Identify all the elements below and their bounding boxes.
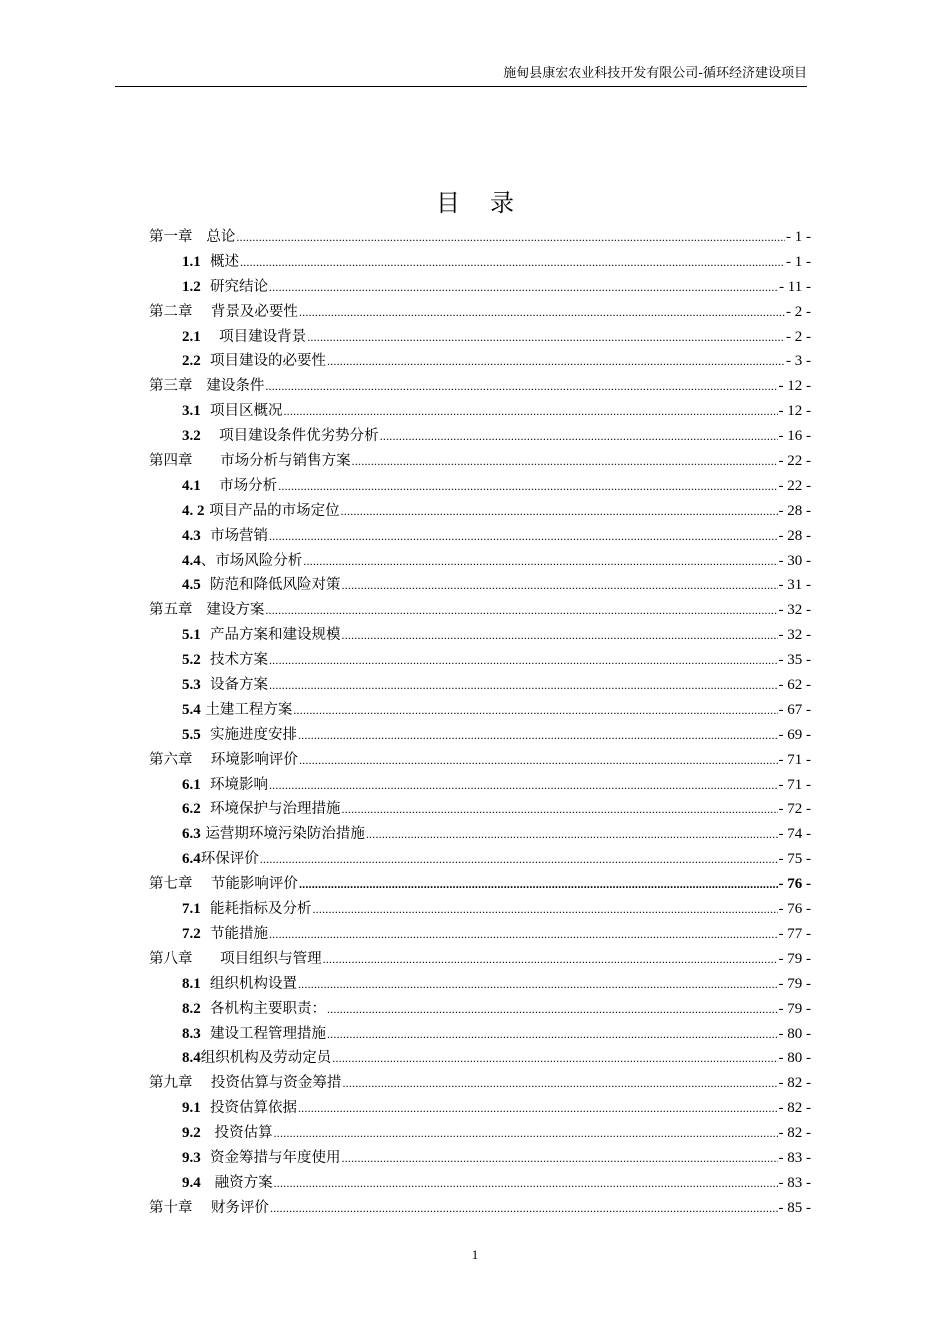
toc-section-entry[interactable] — [149, 549, 811, 574]
toc-section-entry[interactable] — [149, 797, 811, 822]
dot-leader — [298, 723, 778, 748]
toc-entry-label: 防范和降低风险对策 — [200, 577, 341, 594]
toc-section-entry[interactable] — [149, 399, 811, 424]
toc-entry-number: 5.1 — [182, 627, 201, 644]
toc-entry-number: 1.1 — [182, 253, 201, 270]
toc-chapter-entry[interactable] — [149, 947, 811, 972]
dot-leader — [341, 573, 777, 598]
toc-section-entry[interactable] — [149, 822, 811, 847]
dot-leader — [269, 922, 778, 947]
toc-section-entry[interactable] — [149, 723, 811, 748]
toc-entry-page: - 71 - — [778, 751, 811, 768]
dot-leader — [265, 374, 777, 399]
toc-entry-page: - 71 - — [778, 776, 811, 793]
toc-section-entry[interactable] — [149, 897, 811, 922]
toc-entry-label: 、市场风险分析 — [200, 552, 303, 569]
toc-entry-page: - 74 - — [778, 826, 811, 843]
toc-entry-label: 市场营销 — [200, 527, 268, 544]
dot-leader — [312, 897, 777, 922]
toc-entry-number: 9.4 — [182, 1174, 201, 1191]
toc-entry-label: 资金筹措与年度使用 — [200, 1149, 341, 1166]
toc-section-entry[interactable] — [149, 275, 811, 300]
toc-section-entry[interactable] — [149, 1171, 811, 1196]
toc-entry-label: 第十章 财务评价 — [149, 1199, 269, 1216]
toc-entry-label: 组织机构设置 — [200, 975, 297, 992]
toc-title: 目录 — [436, 189, 544, 217]
dot-leader — [265, 598, 777, 623]
toc-entry-page: - 80 - — [778, 1025, 811, 1042]
toc-section-entry[interactable] — [149, 997, 811, 1022]
toc-entry-page: - 76 - — [778, 876, 811, 893]
toc-entry-page: - 12 - — [778, 403, 811, 420]
toc-entry-label: 实施进度安排 — [200, 726, 297, 743]
toc-entry-number: 8.1 — [182, 975, 201, 992]
toc-entry-number: 1.2 — [182, 278, 201, 295]
toc-entry-label: 研究结论 — [200, 278, 268, 295]
toc-section-entry[interactable] — [149, 648, 811, 673]
dot-leader — [352, 449, 778, 474]
dot-leader — [236, 225, 785, 250]
toc-entry-page: - 77 - — [778, 925, 811, 942]
toc-entry-number: 5.3 — [182, 677, 201, 694]
toc-entry-label: 第二章 背景及必要性 — [149, 303, 298, 320]
dot-leader — [269, 773, 778, 798]
toc-entry-label: 环境影响 — [200, 776, 268, 793]
toc-section-entry[interactable] — [149, 499, 811, 524]
dot-leader — [327, 997, 778, 1022]
toc-entry-page: - 16 - — [778, 428, 811, 445]
toc-chapter-entry[interactable] — [149, 300, 811, 325]
toc-entry-label: 项目产品的市场定位 — [204, 502, 340, 519]
toc-entry-page: - 62 - — [778, 677, 811, 694]
toc-section-entry[interactable] — [149, 325, 811, 350]
toc-entry-label: 土建工程方案 — [200, 701, 293, 718]
toc-entry-label: 设备方案 — [200, 677, 268, 694]
toc-entry-page: - 79 - — [778, 950, 811, 967]
dot-leader — [299, 748, 778, 773]
toc-entry-label: 项目区概况 — [200, 403, 283, 420]
toc-entry-number: 2.1 — [182, 328, 201, 345]
toc-entry-page: - 1 - — [786, 229, 811, 245]
toc-section-entry[interactable] — [149, 1146, 811, 1171]
toc-entry-label: 产品方案和建设规模 — [200, 627, 341, 644]
dot-leader — [269, 524, 778, 549]
toc-entry-number: 6.1 — [182, 776, 201, 793]
toc-chapter-entry[interactable] — [149, 872, 811, 897]
toc-entry-page: - 32 - — [778, 627, 811, 644]
toc-entry-label: 第四章 市场分析与销售方案 — [149, 453, 351, 470]
dot-leader — [270, 1196, 778, 1221]
toc-entry-page: - 69 - — [778, 726, 811, 743]
toc-entry-label: 环境保护与治理措施 — [200, 801, 341, 818]
toc-entry-page: - 2 - — [786, 303, 811, 320]
toc-entry-label: 环保评价 — [200, 851, 259, 868]
dot-leader — [332, 1046, 777, 1071]
toc-chapter-entry[interactable] — [149, 1071, 811, 1096]
toc-section-entry[interactable] — [149, 673, 811, 698]
page-number: 1 — [471, 1247, 479, 1262]
toc-entry-number: 7.2 — [182, 925, 201, 942]
toc-entry-number: 4. 2 — [182, 502, 205, 519]
toc-entry-number: 4.5 — [182, 577, 201, 594]
toc-chapter-entry[interactable] — [149, 374, 811, 399]
toc-section-entry[interactable] — [149, 922, 811, 947]
dot-leader — [274, 1121, 778, 1146]
toc-entry-page: - 30 - — [778, 552, 811, 569]
dot-leader — [341, 1146, 777, 1171]
dot-leader — [240, 250, 785, 275]
toc-entry-page: - 82 - — [778, 1100, 811, 1117]
dot-leader — [303, 549, 777, 574]
toc-entry-page: - 2 - — [786, 328, 811, 345]
toc-section-entry[interactable] — [149, 623, 811, 648]
toc-entry-page: - 82 - — [778, 1075, 811, 1092]
toc-section-entry[interactable] — [149, 349, 811, 374]
toc-section-entry[interactable] — [149, 698, 811, 723]
toc-entry-page: - 72 - — [778, 801, 811, 818]
page-header: 施甸县康宏农业科技开发有限公司-循环经济建设项目 — [115, 62, 807, 87]
dot-leader — [274, 1171, 778, 1196]
dot-leader — [283, 399, 777, 424]
toc-chapter-entry[interactable] — [149, 748, 811, 773]
toc-entry-number: 2.2 — [182, 353, 201, 370]
toc-entry-number: 9.3 — [182, 1149, 201, 1166]
toc-entry-label: 节能措施 — [200, 925, 268, 942]
dot-leader — [341, 797, 777, 822]
toc-entry-label: 组织机构及劳动定员 — [200, 1050, 332, 1067]
dot-leader — [269, 648, 778, 673]
toc-entry-label: 第九章 投资估算与资金筹措 — [149, 1075, 342, 1092]
toc-entry-page: - 67 - — [778, 701, 811, 718]
toc-entry-page: - 35 - — [778, 652, 811, 669]
toc-entry-page: - 31 - — [778, 577, 811, 594]
toc-entry-number: 3.2 — [182, 428, 201, 445]
toc-entry-number: 5.2 — [182, 652, 201, 669]
dot-leader — [323, 947, 778, 972]
toc-entry-number: 6.2 — [182, 801, 201, 818]
dot-leader — [327, 1022, 778, 1047]
toc-section-entry[interactable] — [149, 773, 811, 798]
toc-section-entry[interactable] — [149, 424, 811, 449]
toc-entry-page: - 80 - — [778, 1050, 811, 1067]
toc-entry-label: 项目建设的必要性 — [200, 353, 326, 370]
toc-entry-page: - 82 - — [778, 1125, 811, 1142]
toc-entry-number: 7.1 — [182, 901, 201, 918]
toc-entry-page: - 22 - — [778, 453, 811, 470]
toc-entry-label: 运营期环境污染防治措施 — [200, 826, 365, 843]
toc-entry-number: 5.4 — [182, 701, 201, 718]
toc-entry-page: - 79 - — [778, 975, 811, 992]
toc-entry-label: 第七章 节能影响评价 — [149, 876, 298, 893]
toc-entry-number: 3.1 — [182, 403, 201, 420]
dot-leader — [299, 872, 778, 897]
toc-section-entry[interactable] — [149, 847, 811, 872]
toc-entry-page: - 76 - — [778, 901, 811, 918]
toc-entry-label: 技术方案 — [200, 652, 268, 669]
toc-entry-number: 9.2 — [182, 1125, 201, 1142]
toc-entry-page: - 1 - — [786, 253, 811, 270]
dot-leader — [299, 300, 785, 325]
toc-entry-page: - 83 - — [778, 1174, 811, 1191]
table-of-contents — [149, 225, 811, 1221]
dot-leader — [278, 474, 777, 499]
toc-entry-label: 建设工程管理措施 — [200, 1025, 326, 1042]
toc-section-entry[interactable] — [149, 1022, 811, 1047]
toc-entry-page: - 22 - — [778, 477, 811, 494]
toc-entry-number: 6.3 — [182, 826, 201, 843]
dot-leader — [341, 623, 777, 648]
toc-entry-label: 投资估算 — [200, 1125, 273, 1142]
toc-section-entry[interactable] — [149, 1046, 811, 1071]
dot-leader — [327, 349, 785, 374]
toc-entry-page: - 28 - — [778, 502, 811, 519]
toc-section-entry[interactable] — [149, 524, 811, 549]
toc-entry-label: 第三章 建设条件 — [149, 378, 265, 395]
toc-chapter-entry[interactable] — [149, 449, 811, 474]
dot-leader — [298, 1096, 778, 1121]
toc-chapter-entry[interactable] — [149, 225, 811, 250]
toc-entry-number: 6.4 — [182, 851, 201, 868]
toc-entry-label: 各机构主要职责： — [200, 1000, 326, 1017]
toc-entry-label: 能耗指标及分析 — [200, 901, 312, 918]
dot-leader — [380, 424, 778, 449]
toc-entry-page: - 79 - — [778, 1000, 811, 1017]
dot-leader — [260, 847, 778, 872]
toc-entry-label: 投资估算依据 — [200, 1100, 297, 1117]
toc-entry-page: - 83 - — [778, 1149, 811, 1166]
toc-section-entry[interactable] — [149, 573, 811, 598]
toc-entry-label: 项目建设条件优劣势分析 — [200, 428, 379, 445]
toc-entry-label: 概述 — [200, 253, 239, 270]
toc-entry-number: 4.1 — [182, 477, 201, 494]
toc-section-entry[interactable] — [149, 474, 811, 499]
toc-entry-page: - 12 - — [778, 378, 811, 395]
toc-entry-label: 项目建设背景 — [200, 328, 307, 345]
toc-entry-label: 市场分析 — [200, 477, 278, 494]
dot-leader — [269, 275, 778, 300]
toc-entry-label: 第八章 项目组织与管理 — [149, 950, 322, 967]
dot-leader — [342, 1071, 777, 1096]
dot-leader — [341, 499, 778, 524]
toc-entry-number: 4.3 — [182, 527, 201, 544]
dot-leader — [269, 673, 778, 698]
toc-entry-page: - 85 - — [778, 1199, 811, 1216]
toc-entry-number: 9.1 — [182, 1100, 201, 1117]
toc-entry-number: 8.2 — [182, 1000, 201, 1017]
toc-entry-number: 4.4 — [182, 552, 201, 569]
toc-section-entry[interactable] — [149, 1121, 811, 1146]
toc-entry-label: 融资方案 — [200, 1174, 273, 1191]
toc-entry-label: 第一章 总论 — [149, 229, 236, 245]
dot-leader — [293, 698, 777, 723]
toc-entry-page: - 11 - — [779, 278, 811, 295]
toc-section-entry[interactable] — [149, 972, 811, 997]
toc-chapter-entry[interactable] — [149, 1196, 811, 1221]
dot-leader — [298, 972, 778, 997]
toc-entry-page: - 32 - — [778, 602, 811, 619]
toc-section-entry[interactable] — [149, 250, 811, 275]
toc-entry-page: - 75 - — [778, 851, 811, 868]
toc-entry-number: 8.4 — [182, 1050, 201, 1067]
toc-entry-number: 5.5 — [182, 726, 201, 743]
dot-leader — [307, 325, 785, 350]
toc-chapter-entry[interactable] — [149, 598, 811, 623]
toc-entry-page: - 3 - — [786, 353, 811, 370]
toc-entry-number: 8.3 — [182, 1025, 201, 1042]
toc-section-entry[interactable] — [149, 1096, 811, 1121]
toc-entry-label: 第六章 环境影响评价 — [149, 751, 298, 768]
toc-entry-label: 第五章 建设方案 — [149, 602, 265, 619]
dot-leader — [366, 822, 778, 847]
toc-entry-page: - 28 - — [778, 527, 811, 544]
